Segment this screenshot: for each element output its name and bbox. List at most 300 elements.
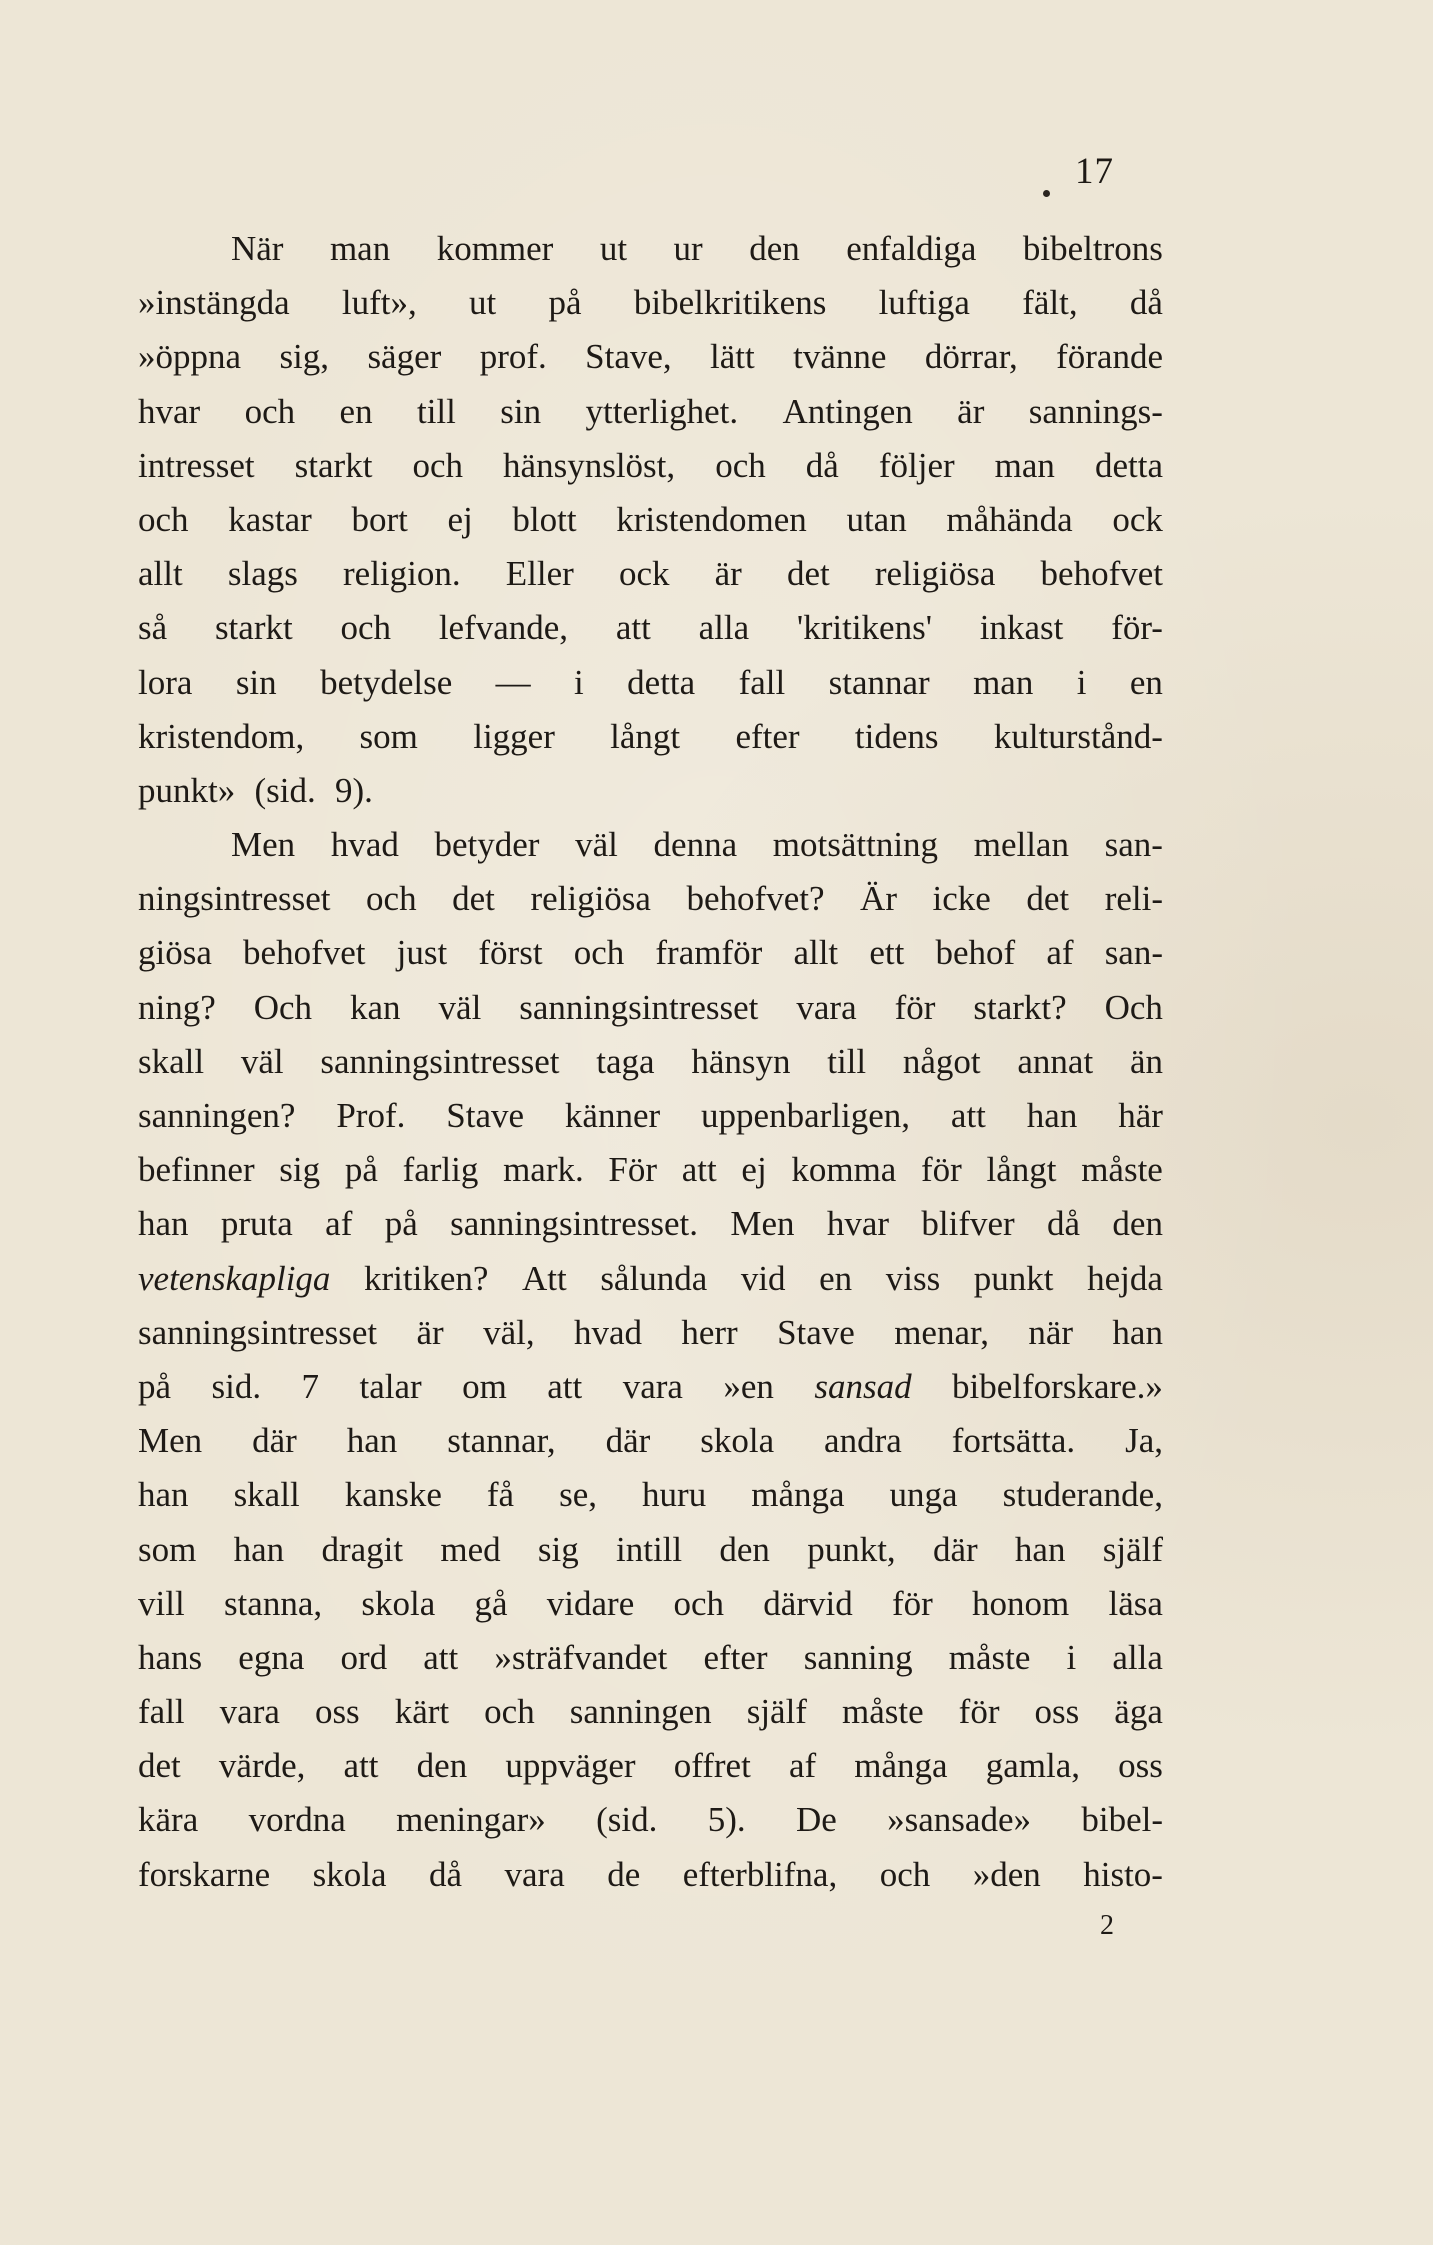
word: och bbox=[879, 1854, 931, 1894]
text-line bbox=[138, 818, 1163, 872]
word: fall bbox=[738, 662, 786, 702]
word: behof bbox=[935, 933, 1016, 973]
word: bibelforskare.» bbox=[952, 1366, 1163, 1406]
word: egna bbox=[238, 1637, 305, 1677]
word: väl, bbox=[483, 1312, 535, 1352]
word: talar bbox=[359, 1366, 422, 1406]
word: allt bbox=[793, 933, 839, 973]
word: behofvet bbox=[1040, 554, 1163, 594]
word: Men bbox=[730, 1204, 795, 1244]
word: lefvande, bbox=[438, 608, 569, 648]
ink-dot bbox=[1043, 190, 1050, 197]
word: och bbox=[244, 391, 296, 431]
word: väl bbox=[438, 987, 482, 1027]
word: giösa bbox=[138, 933, 212, 973]
word: Antingen bbox=[782, 391, 913, 431]
word: tvänne bbox=[793, 337, 887, 377]
word: offret bbox=[673, 1746, 751, 1786]
word: följer bbox=[878, 445, 955, 485]
word: på bbox=[138, 1366, 172, 1406]
word: sanningen? bbox=[138, 1096, 296, 1135]
word: gamla, bbox=[985, 1746, 1081, 1786]
word: skola bbox=[361, 1583, 436, 1623]
word: vid bbox=[740, 1258, 786, 1298]
word: menar, bbox=[894, 1312, 989, 1352]
word: skola bbox=[700, 1421, 775, 1461]
word: framför bbox=[655, 933, 763, 973]
word: med bbox=[440, 1529, 501, 1569]
word: denna bbox=[653, 825, 738, 865]
word: allt bbox=[138, 554, 183, 594]
word: om bbox=[462, 1366, 507, 1406]
word: ej bbox=[447, 499, 473, 539]
word: ord bbox=[340, 1637, 388, 1677]
word: i bbox=[1076, 662, 1087, 702]
word: som bbox=[138, 1529, 197, 1569]
word: han bbox=[1026, 1096, 1078, 1135]
word: Och bbox=[253, 987, 313, 1027]
word: Är bbox=[860, 879, 897, 919]
word: lora bbox=[138, 662, 193, 702]
word: hvar bbox=[138, 391, 201, 431]
word: den bbox=[749, 229, 800, 268]
word: bibeltrons bbox=[1022, 229, 1163, 268]
word: få bbox=[486, 1475, 515, 1515]
word: då bbox=[1129, 283, 1163, 323]
text-line bbox=[138, 926, 1163, 980]
word: många bbox=[854, 1746, 948, 1786]
word: han bbox=[138, 1475, 189, 1515]
word: säger bbox=[367, 337, 442, 377]
word: Och bbox=[1104, 987, 1163, 1027]
word: är bbox=[714, 554, 742, 594]
word: oss bbox=[1034, 1692, 1080, 1732]
word: kristendomen bbox=[616, 499, 807, 539]
word: inkast bbox=[979, 608, 1064, 648]
word: efter bbox=[735, 716, 800, 756]
word: sannings- bbox=[1028, 391, 1163, 431]
word: kritiken? bbox=[364, 1258, 489, 1298]
word: studerande, bbox=[1002, 1475, 1163, 1515]
word: då bbox=[805, 445, 839, 485]
text-line bbox=[138, 1793, 1163, 1847]
word: kanske bbox=[344, 1475, 442, 1515]
word: värde, bbox=[218, 1746, 306, 1786]
word: där bbox=[605, 1421, 651, 1461]
text-line bbox=[138, 1739, 1163, 1793]
word: där bbox=[932, 1529, 978, 1569]
word: meningar» bbox=[396, 1800, 546, 1840]
word: blifver bbox=[921, 1204, 1015, 1244]
word: den bbox=[1112, 1204, 1163, 1244]
word: till bbox=[416, 391, 456, 431]
word: förande bbox=[1056, 337, 1163, 377]
word: många bbox=[751, 1475, 845, 1515]
word: att bbox=[343, 1746, 379, 1786]
word: starkt bbox=[214, 608, 293, 648]
word: för bbox=[921, 1150, 962, 1190]
word: för- bbox=[1111, 608, 1163, 648]
text-line bbox=[138, 1631, 1163, 1685]
text-line bbox=[138, 385, 1163, 439]
word: (sid. bbox=[254, 770, 316, 810]
word: utan bbox=[846, 499, 907, 539]
word: honom bbox=[972, 1583, 1070, 1623]
word: och bbox=[340, 608, 392, 648]
word: ningsintresset bbox=[138, 879, 331, 919]
word: ligger bbox=[473, 716, 555, 756]
word: prof. bbox=[479, 337, 547, 377]
word: behofvet bbox=[243, 933, 366, 973]
text-line bbox=[138, 1306, 1163, 1360]
word: komma bbox=[791, 1150, 897, 1190]
word: san- bbox=[1104, 933, 1163, 973]
word: kära bbox=[138, 1800, 199, 1840]
word: 5). bbox=[707, 1800, 746, 1840]
word: först bbox=[478, 933, 543, 973]
text-line bbox=[138, 710, 1163, 764]
word: att bbox=[423, 1637, 459, 1677]
word: kastar bbox=[228, 499, 312, 539]
word: sanning bbox=[803, 1637, 913, 1677]
word: unga bbox=[889, 1475, 958, 1515]
word: Eller bbox=[505, 554, 574, 594]
word: vara bbox=[622, 1366, 683, 1406]
text-line bbox=[138, 764, 1163, 818]
word: herr bbox=[681, 1312, 738, 1352]
word: sig, bbox=[279, 337, 330, 377]
word: »den bbox=[972, 1854, 1041, 1894]
word: vara bbox=[504, 1854, 565, 1894]
word: långt bbox=[610, 716, 681, 756]
word: När bbox=[231, 229, 284, 268]
word: mellan bbox=[973, 825, 1069, 865]
word: det bbox=[786, 554, 830, 594]
word: »sträfvandet bbox=[494, 1637, 668, 1677]
word: histo- bbox=[1083, 1854, 1163, 1894]
word: vara bbox=[796, 987, 857, 1027]
word: Att bbox=[522, 1258, 567, 1298]
word: annat bbox=[1017, 1041, 1094, 1081]
word: behofvet? bbox=[686, 879, 825, 919]
word: därvid bbox=[763, 1583, 853, 1623]
word: då bbox=[1047, 1204, 1081, 1244]
word: tidens bbox=[854, 716, 939, 756]
word: »instängda bbox=[138, 283, 290, 323]
word: vidare bbox=[546, 1583, 635, 1623]
text-line bbox=[138, 1523, 1163, 1577]
word: för bbox=[891, 1583, 933, 1623]
word: än bbox=[1129, 1041, 1163, 1081]
word: de bbox=[607, 1854, 641, 1894]
word: ut bbox=[599, 229, 628, 268]
word: viss bbox=[885, 1258, 941, 1298]
word: efterblifna, bbox=[682, 1854, 838, 1894]
word: andra bbox=[824, 1421, 902, 1461]
word: i bbox=[1066, 1637, 1077, 1677]
word: en bbox=[1129, 662, 1163, 702]
text-line bbox=[138, 439, 1163, 493]
word: äga bbox=[1114, 1692, 1163, 1732]
page-number: 17 bbox=[1075, 151, 1114, 192]
word: kärt bbox=[394, 1692, 450, 1732]
word: icke bbox=[932, 879, 991, 919]
word: betydelse bbox=[320, 662, 453, 702]
word: är bbox=[957, 391, 985, 431]
word: själf bbox=[1102, 1529, 1163, 1569]
word: alla bbox=[1112, 1637, 1163, 1677]
word: efter bbox=[703, 1637, 768, 1677]
word: »sansade» bbox=[887, 1800, 1032, 1840]
word: intresset bbox=[138, 445, 255, 485]
word: oss bbox=[1118, 1746, 1163, 1786]
word: att bbox=[615, 608, 651, 648]
word: dragit bbox=[321, 1529, 404, 1569]
word: Men bbox=[231, 825, 296, 865]
word: och bbox=[138, 499, 189, 539]
word: vara bbox=[219, 1692, 280, 1732]
word: det bbox=[452, 879, 495, 919]
word: och bbox=[484, 1692, 535, 1732]
word: ning? bbox=[138, 987, 216, 1027]
word: ej bbox=[741, 1150, 767, 1190]
word: bibel- bbox=[1081, 1800, 1163, 1840]
text-line bbox=[138, 1143, 1163, 1197]
word: luft», bbox=[341, 283, 417, 323]
text-line bbox=[138, 1035, 1163, 1089]
word: punkt, bbox=[807, 1529, 896, 1569]
word: Stave bbox=[446, 1096, 525, 1135]
word: för bbox=[958, 1692, 1000, 1732]
word: och bbox=[673, 1583, 725, 1623]
word: man bbox=[994, 445, 1055, 485]
text-line bbox=[138, 1848, 1163, 1902]
word: och bbox=[715, 445, 766, 485]
word: detta bbox=[1094, 445, 1163, 485]
word: som bbox=[359, 716, 418, 756]
word: stannar bbox=[828, 662, 930, 702]
word: religiösa bbox=[874, 554, 996, 594]
word: religion. bbox=[343, 554, 461, 594]
word: Men bbox=[138, 1421, 203, 1461]
word: ut bbox=[469, 283, 497, 323]
signature-mark: 2 bbox=[1100, 1910, 1114, 1941]
word: farlig bbox=[402, 1150, 479, 1190]
word: kristendom, bbox=[138, 716, 305, 756]
word: skall bbox=[233, 1475, 300, 1515]
word: hänsyn bbox=[691, 1041, 791, 1081]
word: Ja, bbox=[1125, 1421, 1163, 1461]
word: då bbox=[428, 1854, 463, 1894]
word: För bbox=[608, 1150, 658, 1190]
word: sålunda bbox=[600, 1258, 708, 1298]
text-line bbox=[138, 981, 1163, 1035]
text-line bbox=[138, 330, 1163, 384]
word: fält, bbox=[1022, 283, 1078, 323]
word: vill bbox=[138, 1583, 185, 1623]
word: hejda bbox=[1087, 1258, 1163, 1298]
word: något bbox=[902, 1041, 981, 1081]
word: vordna bbox=[248, 1800, 346, 1840]
body-text bbox=[138, 222, 1163, 1902]
word: san- bbox=[1104, 825, 1163, 865]
word: hvad bbox=[573, 1312, 642, 1352]
word: »öppna bbox=[138, 337, 242, 377]
word: på bbox=[384, 1204, 418, 1244]
word: blott bbox=[512, 499, 577, 539]
word: 'kritikens' bbox=[796, 608, 933, 648]
word: han bbox=[233, 1529, 285, 1569]
word: alla bbox=[698, 608, 750, 648]
word: är bbox=[416, 1312, 444, 1352]
word: sanningsintresset. bbox=[450, 1204, 698, 1244]
word: Stave bbox=[777, 1312, 855, 1352]
word: han bbox=[1014, 1529, 1066, 1569]
word: starkt? bbox=[973, 987, 1067, 1027]
word: väl bbox=[240, 1041, 284, 1081]
text-line bbox=[138, 1089, 1163, 1143]
word: det bbox=[1026, 879, 1070, 919]
word: en bbox=[819, 1258, 853, 1298]
word: hans bbox=[138, 1637, 203, 1677]
text-line bbox=[138, 1414, 1163, 1468]
word: att bbox=[950, 1096, 986, 1135]
text-line bbox=[138, 222, 1163, 276]
word: af bbox=[325, 1204, 353, 1244]
text-line bbox=[138, 1252, 1163, 1306]
word: befinner bbox=[138, 1150, 255, 1190]
word: hvar bbox=[826, 1204, 890, 1244]
word: ytterlighet. bbox=[585, 391, 739, 431]
text-line bbox=[138, 1577, 1163, 1631]
word: se, bbox=[559, 1475, 598, 1515]
word: läsa bbox=[1108, 1583, 1163, 1623]
word: sanningsintresset bbox=[320, 1041, 560, 1081]
text-line bbox=[138, 1685, 1163, 1739]
word: intill bbox=[616, 1529, 683, 1569]
word: för bbox=[894, 987, 936, 1027]
word: det bbox=[138, 1746, 181, 1786]
word: punkt» bbox=[138, 770, 236, 810]
word: sanningen bbox=[569, 1692, 712, 1732]
word: han bbox=[1112, 1312, 1163, 1352]
text-line bbox=[138, 656, 1163, 710]
text-line bbox=[138, 1468, 1163, 1522]
word: Stave, bbox=[585, 337, 672, 377]
word: oss bbox=[314, 1692, 360, 1732]
word: måste bbox=[948, 1637, 1031, 1677]
word: slags bbox=[227, 554, 298, 594]
word: vetenskapliga bbox=[138, 1258, 331, 1298]
word: luftiga bbox=[878, 283, 970, 323]
word: måhända bbox=[946, 499, 1073, 539]
word: enfaldiga bbox=[846, 229, 977, 268]
word: kommer bbox=[436, 229, 554, 268]
word: man bbox=[973, 662, 1034, 702]
word: bibelkritikens bbox=[633, 283, 827, 323]
word: sig bbox=[537, 1529, 579, 1569]
word: så bbox=[138, 608, 168, 648]
word: här bbox=[1118, 1096, 1163, 1135]
word: att bbox=[681, 1150, 717, 1190]
word: mark. bbox=[503, 1150, 584, 1190]
word: när bbox=[1028, 1312, 1074, 1352]
word: i bbox=[574, 662, 584, 702]
text-line bbox=[138, 276, 1163, 330]
word: ock bbox=[618, 554, 670, 594]
word: af bbox=[1046, 933, 1074, 973]
word: han bbox=[346, 1421, 398, 1461]
word: långt bbox=[986, 1150, 1057, 1190]
word: stannar, bbox=[447, 1421, 556, 1461]
word: af bbox=[788, 1746, 817, 1786]
word: själf bbox=[746, 1692, 807, 1732]
word: fall bbox=[138, 1692, 185, 1732]
word: måste bbox=[842, 1692, 924, 1732]
word: skall bbox=[138, 1041, 205, 1081]
word: bort bbox=[351, 499, 408, 539]
word: att bbox=[547, 1366, 583, 1406]
word: kan bbox=[350, 987, 401, 1027]
word: motsättning bbox=[772, 825, 939, 865]
word: ock bbox=[1112, 499, 1163, 539]
word: (sid. bbox=[596, 1800, 658, 1840]
word: huru bbox=[642, 1475, 707, 1515]
word: till bbox=[827, 1041, 867, 1081]
word: De bbox=[796, 1800, 837, 1840]
word: väl bbox=[575, 825, 618, 865]
word: och bbox=[573, 933, 625, 973]
word: taga bbox=[596, 1041, 655, 1081]
word: sanningsintresset bbox=[138, 1312, 378, 1352]
word: sin bbox=[235, 662, 277, 702]
text-line bbox=[138, 872, 1163, 926]
word: lätt bbox=[710, 337, 755, 377]
word: stanna, bbox=[223, 1583, 323, 1623]
word: — bbox=[495, 662, 531, 702]
word: på bbox=[344, 1150, 378, 1190]
word: hvad bbox=[330, 825, 399, 865]
word: 7 bbox=[301, 1366, 320, 1406]
word: där bbox=[252, 1421, 297, 1461]
word: 9). bbox=[334, 770, 373, 810]
word: sanningsintresset bbox=[519, 987, 759, 1027]
word: den bbox=[719, 1529, 770, 1569]
text-line bbox=[138, 547, 1163, 601]
word: »en bbox=[723, 1366, 774, 1406]
word: gå bbox=[474, 1583, 508, 1623]
word: punkt bbox=[973, 1258, 1054, 1298]
word: på bbox=[548, 283, 582, 323]
word: reli- bbox=[1104, 879, 1163, 919]
word: han bbox=[138, 1204, 189, 1244]
text-line bbox=[138, 1360, 1163, 1414]
word: sid. bbox=[211, 1366, 262, 1406]
word: religiösa bbox=[530, 879, 651, 919]
word: sansad bbox=[814, 1366, 912, 1406]
word: just bbox=[396, 933, 448, 973]
text-line bbox=[138, 1197, 1163, 1251]
word: den bbox=[416, 1746, 468, 1786]
text-line bbox=[138, 493, 1163, 547]
word: en bbox=[339, 391, 373, 431]
word: måste bbox=[1081, 1150, 1163, 1190]
word: man bbox=[329, 229, 391, 268]
word: och bbox=[412, 445, 464, 485]
word: sig bbox=[279, 1150, 321, 1190]
word: uppväger bbox=[505, 1746, 636, 1786]
word: ur bbox=[673, 229, 703, 268]
